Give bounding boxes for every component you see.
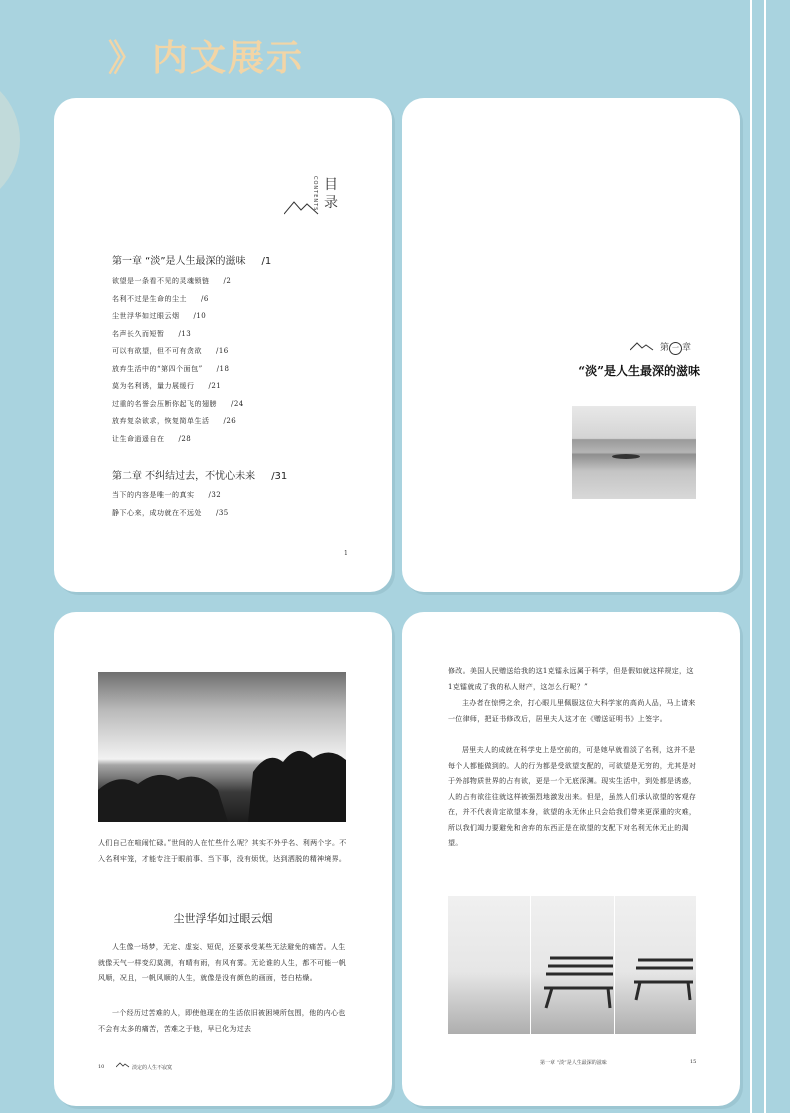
toc-title-char: 录 xyxy=(324,195,338,211)
toc-entry[interactable] xyxy=(112,276,231,286)
chapter-label-suffix: 章 xyxy=(682,343,692,353)
toc-chapter-page: /1 xyxy=(261,256,272,267)
chapter-label xyxy=(660,340,691,355)
toc-entry-page: /24 xyxy=(231,400,244,408)
toc-entry-page: /26 xyxy=(223,417,237,425)
toc-chapter-1[interactable] xyxy=(112,252,271,267)
toc-entry-page: /6 xyxy=(201,295,209,303)
toc-entry-text: 名声长久而短暂 xyxy=(112,330,165,338)
toc-entry[interactable] xyxy=(112,381,221,391)
toc-entry-text: 让生命逍遥自在 xyxy=(112,435,165,443)
bench-photo xyxy=(448,896,696,1034)
toc-entry-text: 莫为名利诱，量力展缓行 xyxy=(112,382,195,390)
section-heading: 尘世浮华如过眼云烟 xyxy=(173,912,273,925)
toc-page xyxy=(54,98,392,592)
toc-entry[interactable] xyxy=(112,434,191,444)
page-number: 1 xyxy=(344,550,348,557)
toc-title xyxy=(324,176,338,212)
chapter-number-badge: 一 xyxy=(669,342,682,355)
paragraph: 居里夫人的成就在科学史上是空前的，可是她早就看淡了名利，这并不是每个人都能做到的。人的行为都是受欲望支配的，可欲望是无穷的，尤其是对于外部物质世界的占有欲，更是一个无底深渊。现实生活中，到处都是诱惑，人的占有欲往往就这样被强烈地激发出来。但是，虽然人们承认欲望的客观存在，并不代表肯定欲望本身，欲望的永无休止只会给我们带来更深重的灾难，所以我们竭力要避免和舍弃的东西正是在欲望的支配下对名利无休无止的渴望。 xyxy=(448,746,697,847)
toc-entry-text: 放弃生活中的“第四个面包” xyxy=(112,365,203,373)
toc-chapter-2[interactable] xyxy=(112,467,287,482)
toc-entry-page: /28 xyxy=(178,435,192,443)
toc-entry-text: 过重的名誉会压断你起飞的翅膀 xyxy=(112,400,217,408)
toc-entry-page: /13 xyxy=(178,330,192,338)
toc-subtitle: CONTENTS xyxy=(312,176,318,212)
toc-entry[interactable] xyxy=(112,329,191,339)
chapter-title: “淡”是人生最深的滋味 xyxy=(578,364,700,378)
toc-entry[interactable] xyxy=(112,311,206,321)
body-page-left xyxy=(54,612,392,1106)
paragraph: 人生像一场梦，无定、虚妄、短促，还要承受某些无法避免的痛苦。人生就像天气一样变幻莫测，有晴有雨，有风有雾。无论谁的人生，都不可能一帆风顺，况且，一帆风顺的人生，就像是没有颜色的画面，苍白枯燥。 xyxy=(98,943,347,982)
section-header xyxy=(108,30,304,81)
rock-shape xyxy=(612,454,640,459)
toc-entry[interactable] xyxy=(112,346,229,356)
toc-entry[interactable] xyxy=(112,416,236,426)
chapter-page xyxy=(402,98,740,592)
decorative-circle xyxy=(0,70,20,210)
section-title: 内文展示 xyxy=(152,38,305,79)
running-header: 淡定的人生不寂寞 xyxy=(132,1065,173,1071)
toc-chapter-title: 第二章 不纠结过去，不忧心未来 xyxy=(112,471,256,482)
mountain-icon xyxy=(116,1062,130,1068)
tree-silhouette xyxy=(98,672,346,822)
seascape-photo xyxy=(572,406,696,499)
toc-entry-page: /10 xyxy=(193,312,207,320)
toc-entry-page: /16 xyxy=(216,347,229,355)
toc-entry-page: /18 xyxy=(216,365,230,373)
chevron-icon: 》 xyxy=(108,38,147,79)
running-header: 第一章 “淡”是人生最深的滋味 xyxy=(540,1060,607,1066)
toc-entry-page: /2 xyxy=(223,277,232,285)
paragraph: 主办者在惊愕之余，打心眼儿里佩服这位大科学家的高尚人品，马上请来一位律师，把证书修改后，居里夫人这才在《赠送证明书》上签字。 xyxy=(448,699,696,723)
decorative-line xyxy=(764,0,766,1113)
toc-entry-text: 静下心来，成功就在不远处 xyxy=(112,509,202,517)
toc-entry[interactable] xyxy=(112,490,221,500)
mountain-icon xyxy=(630,341,654,351)
toc-entry[interactable] xyxy=(112,508,229,518)
body-page-right xyxy=(402,612,740,1106)
paragraph: 修改。美国人民赠送给我的这1克镭永远属于科学，但是假如就这样规定，这1克镭就成了我的私人财产，这怎么行呢？” xyxy=(448,667,694,691)
toc-entry[interactable] xyxy=(112,364,229,374)
paragraph: 一个经历过苦难的人，即使他现在的生活依旧被困境所包围，他的内心也不会有太多的痛苦，苦难之于他，早已化为过去 xyxy=(98,1009,346,1033)
toc-entry[interactable] xyxy=(112,294,209,304)
chapter-label-prefix: 第 xyxy=(660,343,670,353)
toc-entry-page: /32 xyxy=(208,491,222,499)
toc-entry[interactable] xyxy=(112,399,244,409)
toc-chapter-page: /31 xyxy=(271,471,288,482)
toc-entry-text: 尘世浮华如过眼云烟 xyxy=(112,312,180,320)
sunset-photo xyxy=(98,672,346,822)
bench-silhouettes xyxy=(448,896,696,1034)
toc-chapter-title: 第一章 “淡”是人生最深的滋味 xyxy=(112,256,246,267)
toc-entry-text: 当下的内容是唯一的真实 xyxy=(112,491,195,499)
toc-entry-text: 放弃复杂欲求，恢复简单生活 xyxy=(112,417,210,425)
toc-entry-text: 可以有欲望，但不可有贪欲 xyxy=(112,347,202,355)
toc-entry-page: /21 xyxy=(208,382,222,390)
mountain-icon xyxy=(284,198,320,216)
paragraph: 人们自己在喧闹忙碌。”世间的人在忙些什么呢？其实不外乎名、利两个字。不入名利牢笼，才能专注于眼前事、当下事，没有烦忧，达到洒脱的精神境界。 xyxy=(98,839,347,863)
page-number: 10 xyxy=(98,1064,105,1070)
toc-entry-page: /35 xyxy=(216,509,229,517)
toc-entry-text: 欲望是一条看不见的灵魂锁链 xyxy=(112,277,210,285)
decorative-line xyxy=(750,0,752,1113)
toc-entry-text: 名利不过是生命的尘土 xyxy=(112,295,187,303)
toc-title-char: 目 xyxy=(324,177,338,193)
page-number: 15 xyxy=(690,1059,697,1065)
